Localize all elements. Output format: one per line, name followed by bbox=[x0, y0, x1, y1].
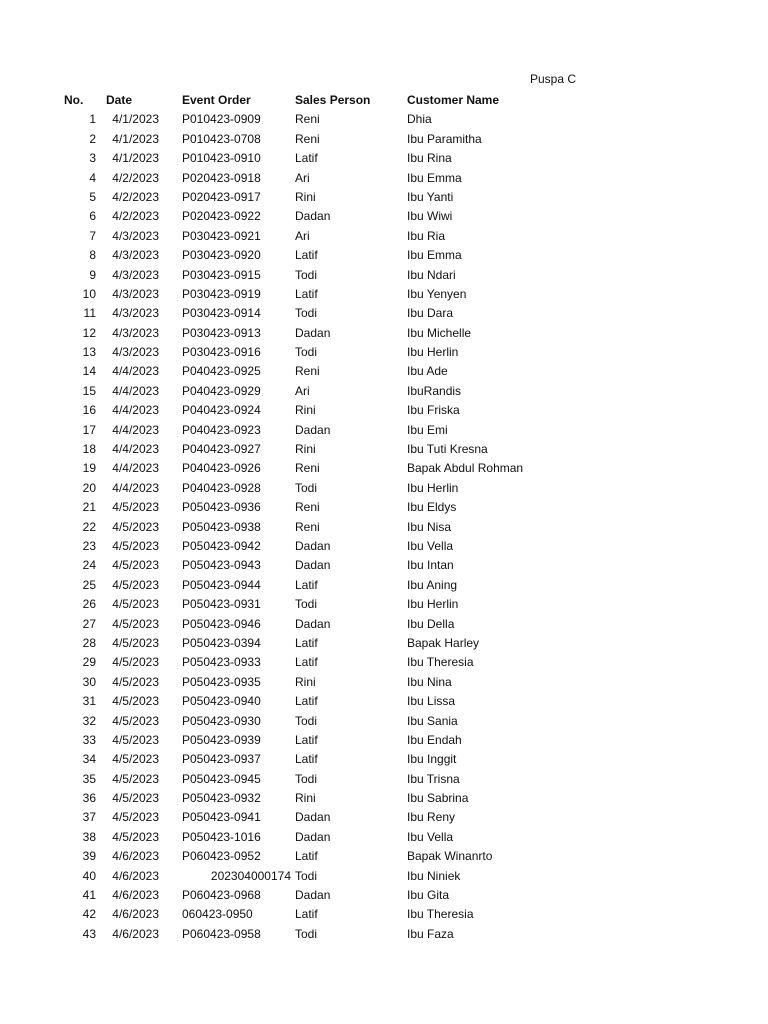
cell-customer-name: Ibu Nina bbox=[407, 674, 452, 689]
cell-event-order: P030423-0915 bbox=[182, 267, 261, 282]
cell-sales-person: Ari bbox=[295, 228, 310, 243]
table-row bbox=[0, 324, 768, 343]
cell-sales-person: Dadan bbox=[295, 888, 331, 903]
cell-customer-name: Ibu Emma bbox=[407, 248, 462, 263]
table-row bbox=[0, 537, 768, 556]
cell-sales-person: Dadan bbox=[295, 209, 331, 224]
cell-event-order: P040423-0925 bbox=[182, 364, 261, 379]
cell-event-order: P050423-0930 bbox=[182, 713, 261, 728]
cell-sales-person: Latif bbox=[295, 849, 318, 864]
sheet-title: Puspa C bbox=[530, 72, 577, 86]
cell-customer-name: Ibu Reny bbox=[407, 810, 456, 825]
cell-event-order: P040423-0929 bbox=[182, 383, 261, 398]
cell-customer-name: Ibu Yenyen bbox=[407, 286, 467, 301]
cell-no: 4 bbox=[89, 170, 96, 185]
table-row bbox=[0, 246, 768, 265]
header-event-order: Event Order bbox=[182, 93, 251, 107]
cell-no: 36 bbox=[82, 791, 96, 806]
cell-date: 4/5/2023 bbox=[112, 694, 159, 709]
cell-event-order: P030423-0921 bbox=[182, 228, 261, 243]
cell-no: 23 bbox=[82, 538, 96, 553]
cell-event-order: P010423-0910 bbox=[182, 151, 261, 166]
table-row bbox=[0, 847, 768, 866]
cell-event-order: P050423-0946 bbox=[182, 616, 261, 631]
cell-no: 15 bbox=[82, 383, 96, 398]
table-row bbox=[0, 576, 768, 595]
cell-event-order: P050423-0933 bbox=[182, 655, 261, 670]
cell-customer-name: Ibu Friska bbox=[407, 403, 460, 418]
cell-no: 20 bbox=[82, 480, 96, 495]
header-customer-name: Customer Name bbox=[407, 93, 500, 107]
cell-customer-name: Ibu Dara bbox=[407, 306, 454, 321]
cell-sales-person: Dadan bbox=[295, 829, 331, 844]
cell-sales-person: Ari bbox=[295, 170, 310, 185]
cell-no: 35 bbox=[82, 771, 96, 786]
cell-event-order: P010423-0909 bbox=[182, 112, 261, 127]
cell-event-order: P050423-0931 bbox=[182, 597, 261, 612]
cell-event-order: P020423-0917 bbox=[182, 189, 261, 204]
orders-table bbox=[0, 91, 768, 944]
cell-date: 4/6/2023 bbox=[112, 868, 159, 883]
cell-no: 31 bbox=[82, 694, 96, 709]
cell-sales-person: Latif bbox=[295, 655, 318, 670]
cell-date: 4/3/2023 bbox=[112, 306, 159, 321]
table-row bbox=[0, 440, 768, 459]
cell-date: 4/3/2023 bbox=[112, 228, 159, 243]
cell-date: 4/4/2023 bbox=[112, 480, 159, 495]
cell-no: 28 bbox=[82, 635, 96, 650]
cell-event-order: 060423-0950 bbox=[182, 907, 253, 922]
cell-sales-person: Todi bbox=[295, 713, 318, 728]
cell-customer-name: Dhia bbox=[407, 112, 432, 127]
cell-sales-person: Reni bbox=[295, 364, 320, 379]
table-row bbox=[0, 362, 768, 381]
table-row bbox=[0, 343, 768, 362]
cell-sales-person: Dadan bbox=[295, 538, 331, 553]
cell-customer-name: Ibu Vella bbox=[407, 538, 454, 553]
cell-no: 34 bbox=[82, 752, 96, 767]
cell-sales-person: Reni bbox=[295, 500, 320, 515]
cell-no: 17 bbox=[82, 422, 96, 437]
cell-event-order: P040423-0928 bbox=[182, 480, 261, 495]
cell-customer-name: Bapak Abdul Rohman bbox=[407, 461, 524, 476]
cell-no: 29 bbox=[82, 655, 96, 670]
cell-event-order: P050423-0936 bbox=[182, 500, 261, 515]
cell-sales-person: Todi bbox=[295, 306, 318, 321]
cell-customer-name: Ibu Paramitha bbox=[407, 131, 482, 146]
cell-date: 4/4/2023 bbox=[112, 403, 159, 418]
cell-date: 4/4/2023 bbox=[112, 442, 159, 457]
cell-event-order: P050423-0938 bbox=[182, 519, 261, 534]
cell-customer-name: Ibu Herlin bbox=[407, 345, 459, 360]
cell-date: 4/5/2023 bbox=[112, 519, 159, 534]
cell-sales-person: Reni bbox=[295, 112, 320, 127]
cell-no: 13 bbox=[82, 345, 96, 360]
cell-no: 38 bbox=[82, 829, 96, 844]
cell-date: 4/5/2023 bbox=[112, 597, 159, 612]
cell-customer-name: Ibu Wiwi bbox=[407, 209, 453, 224]
header-no: No. bbox=[64, 93, 84, 107]
cell-event-order: P050423-1016 bbox=[182, 829, 261, 844]
cell-sales-person: Latif bbox=[295, 907, 318, 922]
cell-customer-name: Ibu Rina bbox=[407, 151, 452, 166]
cell-no: 24 bbox=[82, 558, 96, 573]
cell-customer-name: Ibu Tuti Kresna bbox=[407, 442, 488, 457]
cell-customer-name: Ibu Vella bbox=[407, 829, 454, 844]
table-row bbox=[0, 770, 768, 789]
cell-date: 4/5/2023 bbox=[112, 713, 159, 728]
cell-date: 4/5/2023 bbox=[112, 635, 159, 650]
cell-no: 7 bbox=[89, 228, 96, 243]
table-row bbox=[0, 886, 768, 905]
cell-no: 1 bbox=[89, 112, 96, 127]
cell-event-order: P050423-0935 bbox=[182, 674, 261, 689]
cell-sales-person: Latif bbox=[295, 248, 318, 263]
cell-sales-person: Rini bbox=[295, 442, 316, 457]
table-row bbox=[0, 808, 768, 827]
cell-sales-person: Rini bbox=[295, 674, 316, 689]
cell-date: 4/5/2023 bbox=[112, 674, 159, 689]
cell-customer-name: Ibu Gita bbox=[407, 888, 450, 903]
header-sales-person: Sales Person bbox=[295, 93, 371, 107]
table-row bbox=[0, 673, 768, 692]
table-row bbox=[0, 789, 768, 808]
cell-event-order: P040423-0927 bbox=[182, 442, 261, 457]
cell-no: 2 bbox=[89, 131, 96, 146]
cell-sales-person: Latif bbox=[295, 151, 318, 166]
cell-date: 4/5/2023 bbox=[112, 577, 159, 592]
table-row bbox=[0, 188, 768, 207]
table-row bbox=[0, 149, 768, 168]
cell-date: 4/1/2023 bbox=[112, 151, 159, 166]
cell-event-order: P040423-0924 bbox=[182, 403, 261, 418]
cell-no: 43 bbox=[82, 926, 96, 941]
cell-date: 4/3/2023 bbox=[112, 286, 159, 301]
cell-sales-person: Dadan bbox=[295, 810, 331, 825]
table-row bbox=[0, 634, 768, 653]
cell-no: 12 bbox=[82, 325, 96, 340]
cell-sales-person: Dadan bbox=[295, 422, 331, 437]
cell-customer-name: Ibu Sania bbox=[407, 713, 458, 728]
cell-sales-person: Latif bbox=[295, 577, 318, 592]
cell-event-order: P050423-0940 bbox=[182, 694, 261, 709]
table-row bbox=[0, 479, 768, 498]
cell-no: 14 bbox=[82, 364, 96, 379]
cell-date: 4/5/2023 bbox=[112, 655, 159, 670]
cell-event-order: P050423-0932 bbox=[182, 791, 261, 806]
cell-customer-name: Ibu Faza bbox=[407, 926, 454, 941]
cell-no: 22 bbox=[82, 519, 96, 534]
cell-sales-person: Dadan bbox=[295, 616, 331, 631]
table-row bbox=[0, 382, 768, 401]
table-row bbox=[0, 459, 768, 478]
cell-date: 4/5/2023 bbox=[112, 752, 159, 767]
cell-customer-name: Ibu Ria bbox=[407, 228, 446, 243]
cell-no: 42 bbox=[82, 907, 96, 922]
header-date: Date bbox=[106, 93, 133, 107]
table-row bbox=[0, 925, 768, 944]
cell-event-order: P050423-0941 bbox=[182, 810, 261, 825]
cell-date: 4/4/2023 bbox=[112, 364, 159, 379]
cell-date: 4/5/2023 bbox=[112, 771, 159, 786]
table-row bbox=[0, 207, 768, 226]
cell-no: 5 bbox=[89, 189, 96, 204]
cell-sales-person: Latif bbox=[295, 694, 318, 709]
cell-date: 4/1/2023 bbox=[112, 131, 159, 146]
table-row bbox=[0, 750, 768, 769]
table-row bbox=[0, 110, 768, 129]
cell-event-order: P030423-0920 bbox=[182, 248, 261, 263]
table-row bbox=[0, 692, 768, 711]
cell-no: 26 bbox=[82, 597, 96, 612]
cell-event-order: P020423-0922 bbox=[182, 209, 261, 224]
cell-sales-person: Todi bbox=[295, 868, 318, 883]
cell-event-order: 202304000174 bbox=[210, 868, 291, 883]
cell-sales-person: Rini bbox=[295, 403, 316, 418]
table-row bbox=[0, 905, 768, 924]
table-body bbox=[0, 110, 768, 944]
cell-sales-person: Ari bbox=[295, 383, 310, 398]
cell-event-order: P030423-0914 bbox=[182, 306, 261, 321]
cell-event-order: P040423-0926 bbox=[182, 461, 261, 476]
cell-customer-name: Ibu Endah bbox=[407, 732, 462, 747]
table-row bbox=[0, 712, 768, 731]
cell-no: 32 bbox=[82, 713, 96, 728]
cell-event-order: P030423-0913 bbox=[182, 325, 261, 340]
table-row bbox=[0, 266, 768, 285]
cell-customer-name: Ibu Della bbox=[407, 616, 455, 631]
cell-date: 4/1/2023 bbox=[112, 112, 159, 127]
cell-no: 40 bbox=[82, 868, 96, 883]
cell-date: 4/5/2023 bbox=[112, 558, 159, 573]
cell-customer-name: Ibu Niniek bbox=[407, 868, 461, 883]
cell-customer-name: Ibu Ndari bbox=[407, 267, 456, 282]
cell-customer-name: IbuRandis bbox=[407, 383, 462, 398]
cell-date: 4/4/2023 bbox=[112, 461, 159, 476]
cell-no: 16 bbox=[82, 403, 96, 418]
cell-customer-name: Ibu Sabrina bbox=[407, 791, 469, 806]
cell-date: 4/2/2023 bbox=[112, 189, 159, 204]
cell-no: 19 bbox=[82, 461, 96, 476]
cell-no: 3 bbox=[89, 151, 96, 166]
table-row bbox=[0, 615, 768, 634]
cell-date: 4/5/2023 bbox=[112, 810, 159, 825]
cell-customer-name: Ibu Ade bbox=[407, 364, 448, 379]
cell-no: 39 bbox=[82, 849, 96, 864]
cell-customer-name: Bapak Winanrto bbox=[407, 849, 493, 864]
cell-event-order: P010423-0708 bbox=[182, 131, 261, 146]
cell-no: 25 bbox=[82, 577, 96, 592]
cell-no: 9 bbox=[89, 267, 96, 282]
cell-event-order: P050423-0944 bbox=[182, 577, 261, 592]
cell-sales-person: Todi bbox=[295, 480, 318, 495]
table-row bbox=[0, 653, 768, 672]
cell-date: 4/3/2023 bbox=[112, 325, 159, 340]
cell-customer-name: Ibu Herlin bbox=[407, 597, 459, 612]
table-header-row bbox=[0, 91, 768, 110]
cell-event-order: P050423-0942 bbox=[182, 538, 261, 553]
table-row bbox=[0, 285, 768, 304]
cell-date: 4/6/2023 bbox=[112, 888, 159, 903]
cell-date: 4/4/2023 bbox=[112, 383, 159, 398]
cell-customer-name: Ibu Lissa bbox=[407, 694, 456, 709]
cell-no: 21 bbox=[82, 500, 96, 515]
cell-event-order: P020423-0918 bbox=[182, 170, 261, 185]
cell-no: 8 bbox=[89, 248, 96, 263]
cell-sales-person: Latif bbox=[295, 286, 318, 301]
cell-event-order: P030423-0919 bbox=[182, 286, 261, 301]
cell-no: 37 bbox=[82, 810, 96, 825]
cell-event-order: P060423-0952 bbox=[182, 849, 261, 864]
cell-sales-person: Latif bbox=[295, 732, 318, 747]
cell-date: 4/5/2023 bbox=[112, 616, 159, 631]
cell-customer-name: Ibu Emi bbox=[407, 422, 448, 437]
cell-event-order: P030423-0916 bbox=[182, 345, 261, 360]
cell-event-order: P060423-0958 bbox=[182, 926, 261, 941]
cell-date: 4/6/2023 bbox=[112, 926, 159, 941]
cell-date: 4/3/2023 bbox=[112, 345, 159, 360]
cell-event-order: P050423-0939 bbox=[182, 732, 261, 747]
cell-customer-name: Ibu Inggit bbox=[407, 752, 457, 767]
cell-sales-person: Latif bbox=[295, 752, 318, 767]
cell-customer-name: Ibu Intan bbox=[407, 558, 454, 573]
table-row bbox=[0, 828, 768, 847]
cell-customer-name: Ibu Trisna bbox=[407, 771, 460, 786]
cell-date: 4/6/2023 bbox=[112, 849, 159, 864]
cell-customer-name: Ibu Michelle bbox=[407, 325, 472, 340]
cell-no: 33 bbox=[82, 732, 96, 747]
cell-no: 18 bbox=[82, 442, 96, 457]
table-row bbox=[0, 169, 768, 188]
cell-date: 4/5/2023 bbox=[112, 791, 159, 806]
cell-sales-person: Todi bbox=[295, 345, 318, 360]
table-row bbox=[0, 518, 768, 537]
table-row bbox=[0, 556, 768, 575]
table-row bbox=[0, 304, 768, 323]
cell-date: 4/6/2023 bbox=[112, 907, 159, 922]
table-row bbox=[0, 421, 768, 440]
cell-date: 4/5/2023 bbox=[112, 538, 159, 553]
table-row bbox=[0, 867, 768, 886]
cell-no: 41 bbox=[82, 888, 96, 903]
cell-event-order: P060423-0968 bbox=[182, 888, 261, 903]
cell-customer-name: Ibu Herlin bbox=[407, 480, 459, 495]
cell-date: 4/3/2023 bbox=[112, 248, 159, 263]
table-row bbox=[0, 401, 768, 420]
cell-sales-person: Dadan bbox=[295, 558, 331, 573]
cell-event-order: P050423-0394 bbox=[182, 635, 261, 650]
table-row bbox=[0, 130, 768, 149]
cell-sales-person: Latif bbox=[295, 635, 318, 650]
cell-event-order: P050423-0945 bbox=[182, 771, 261, 786]
cell-sales-person: Reni bbox=[295, 519, 320, 534]
cell-customer-name: Bapak Harley bbox=[407, 635, 480, 650]
cell-sales-person: Todi bbox=[295, 597, 318, 612]
cell-date: 4/2/2023 bbox=[112, 209, 159, 224]
cell-no: 30 bbox=[82, 674, 96, 689]
cell-no: 10 bbox=[82, 286, 96, 301]
cell-customer-name: Ibu Yanti bbox=[407, 189, 454, 204]
cell-date: 4/5/2023 bbox=[112, 500, 159, 515]
cell-sales-person: Dadan bbox=[295, 325, 331, 340]
cell-customer-name: Ibu Nisa bbox=[407, 519, 452, 534]
cell-sales-person: Rini bbox=[295, 189, 316, 204]
cell-customer-name: Ibu Aning bbox=[407, 577, 458, 592]
cell-no: 27 bbox=[82, 616, 96, 631]
cell-customer-name: Ibu Theresia bbox=[407, 907, 474, 922]
cell-event-order: P050423-0943 bbox=[182, 558, 261, 573]
table-row bbox=[0, 227, 768, 246]
cell-customer-name: Ibu Emma bbox=[407, 170, 462, 185]
cell-sales-person: Rini bbox=[295, 791, 316, 806]
cell-event-order: P050423-0937 bbox=[182, 752, 261, 767]
table-row bbox=[0, 731, 768, 750]
cell-customer-name: Ibu Eldys bbox=[407, 500, 457, 515]
table-row bbox=[0, 595, 768, 614]
cell-date: 4/4/2023 bbox=[112, 422, 159, 437]
cell-sales-person: Todi bbox=[295, 267, 318, 282]
cell-no: 11 bbox=[83, 306, 96, 321]
cell-sales-person: Reni bbox=[295, 461, 320, 476]
cell-sales-person: Todi bbox=[295, 926, 318, 941]
cell-sales-person: Reni bbox=[295, 131, 320, 146]
cell-date: 4/5/2023 bbox=[112, 829, 159, 844]
cell-date: 4/3/2023 bbox=[112, 267, 159, 282]
cell-date: 4/2/2023 bbox=[112, 170, 159, 185]
table-row bbox=[0, 498, 768, 517]
cell-sales-person: Todi bbox=[295, 771, 318, 786]
cell-no: 6 bbox=[89, 209, 96, 224]
cell-event-order: P040423-0923 bbox=[182, 422, 261, 437]
cell-date: 4/5/2023 bbox=[112, 732, 159, 747]
cell-customer-name: Ibu Theresia bbox=[407, 655, 474, 670]
